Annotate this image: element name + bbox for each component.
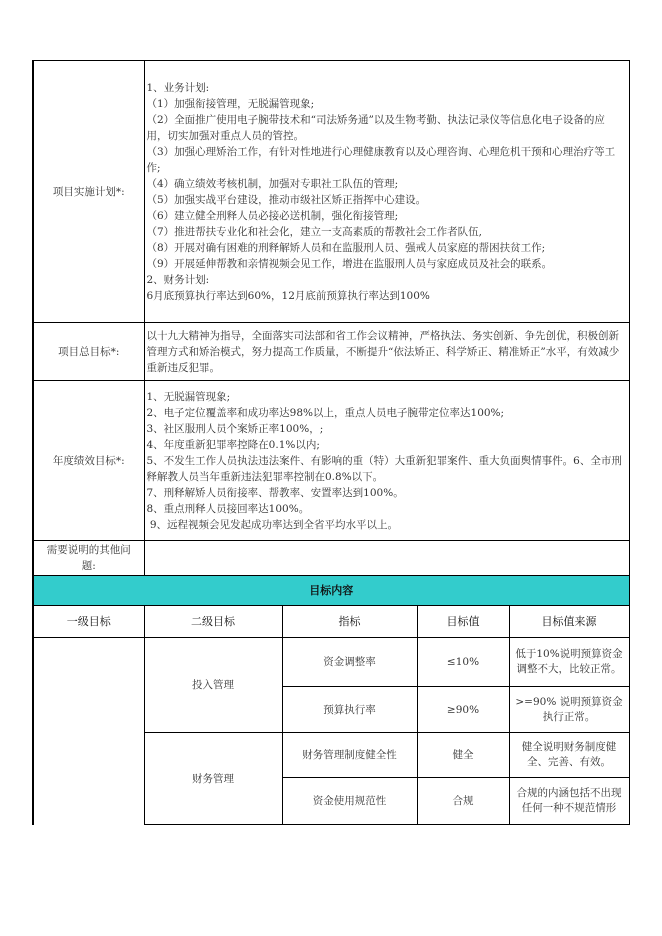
goal-table — [32, 60, 630, 825]
target-value-cell: 健全 — [417, 733, 509, 778]
indicator-cell: 财务管理制度健全性 — [282, 733, 417, 778]
implementation-plan-row — [33, 61, 629, 323]
table-row — [33, 638, 629, 687]
annual-goal-label: 年度绩效目标*: — [33, 381, 144, 541]
plan-line: （9）开展延伸帮教和亲情视频会见工作，增进在监服刑人员与家庭成员及社会的联系。 — [146, 257, 553, 270]
plan-line: 1、业务计划: — [146, 81, 210, 94]
implementation-plan-content — [144, 61, 629, 323]
annual-goal-line: 5、不发生工作人员执法违法案件、有影响的重（特）大重新犯罪案件、重大负面舆情事件。6、全市刑释解教人员当年重新违法犯罪率控制在0.8%以下。 — [146, 454, 622, 483]
target-source-cell: 低于10%说明预算资金调整不大，比较正常。 — [509, 638, 629, 687]
target-value-cell: 合规 — [417, 778, 509, 825]
indicator-cell: 资金使用规范性 — [282, 778, 417, 825]
level1-goal-cell — [33, 638, 144, 825]
target-section-title: 目标内容 — [33, 576, 629, 606]
annual-goal-row — [33, 381, 629, 541]
target-value-cell: ≥90% — [417, 687, 509, 733]
target-section-header-row — [33, 576, 629, 606]
annual-goal-line: 3、社区服刑人员个案矫正率100%，; — [146, 422, 324, 435]
overall-goal-content: 以十九大精神为指导，全面落实司法部和省工作会议精神，严格执法、务实创新、争先创优，积极创新管理方式和矫治模式，努力提高工作质量，不断提升“依法矫正、科学矫正、精准矫正”水平，有效减少重新违反犯罪。 — [144, 323, 629, 381]
target-source-cell: >=90% 说明预算资金执行正常。 — [509, 687, 629, 733]
target-column-headers — [33, 606, 629, 638]
level2-goal-cell: 财务管理 — [144, 733, 282, 825]
target-value-cell: ≤10% — [417, 638, 509, 687]
other-issues-row — [33, 541, 629, 576]
plan-line: （2）全面推广使用电子腕带技术和“司法矫务通”以及生物考勤、执法记录仪等信息化电子设备的应用，切实加强对重点人员的管控。 — [146, 113, 605, 142]
plan-line: （4）确立绩效考核机制，加强对专职社工队伍的管理; — [146, 177, 399, 190]
header-target-source: 目标值来源 — [509, 606, 629, 638]
target-source-cell: 合规的内涵包括不出现任何一种不规范情形 — [509, 778, 629, 825]
header-level1-goal: 一级目标 — [33, 606, 144, 638]
annual-goal-line: 4、年度重新犯罪率控降在0.1%以内; — [146, 438, 320, 451]
plan-line: （7）推进帮扶专业化和社会化，建立一支高素质的帮教社会工作者队伍, — [146, 225, 483, 238]
plan-line: （6）建立健全刑释人员必接必送机制，强化衔接管理; — [146, 209, 399, 222]
level2-goal-cell: 投入管理 — [144, 638, 282, 733]
overall-goal-row — [33, 323, 629, 381]
overall-goal-label: 项目总目标*: — [33, 323, 144, 381]
plan-line: （5）加强实战平台建设，推动市级社区矫正指挥中心建设。 — [146, 193, 427, 206]
indicator-cell: 预算执行率 — [282, 687, 417, 733]
annual-goal-content — [144, 381, 629, 541]
header-target-value: 目标值 — [417, 606, 509, 638]
other-issues-content — [144, 541, 629, 576]
plan-line: 2、财务计划: — [146, 273, 210, 286]
implementation-plan-label: 项目实施计划*: — [33, 61, 144, 323]
plan-line: （3）加强心理矫治工作，有针对性地进行心理健康教育以及心理咨询、心理危机干预和心理治疗等工作; — [146, 145, 616, 174]
annual-goal-line: 2、电子定位覆盖率和成功率达98%以上，重点人员电子腕带定位率达100%; — [146, 406, 505, 419]
plan-line: （8）开展对确有困难的刑释解矫人员和在监服刑人员、强戒人员家庭的帮困扶贫工作; — [146, 241, 546, 254]
header-level2-goal: 二级目标 — [144, 606, 282, 638]
header-indicator: 指标 — [282, 606, 417, 638]
annual-goal-line: 8、重点刑释人员接回率达100%。 — [146, 502, 310, 515]
annual-goal-line: 1、无脱漏管现象; — [146, 390, 231, 403]
plan-line: 6月底预算执行率达到60%，12月底前预算执行率达到100% — [146, 289, 430, 302]
other-issues-label: 需要说明的其他问题: — [33, 541, 144, 576]
indicator-cell: 资金调整率 — [282, 638, 417, 687]
plan-line: （1）加强衔接管理，无脱漏管现象; — [146, 97, 315, 110]
target-source-cell: 健全说明财务制度健全、完善、有效。 — [509, 733, 629, 778]
annual-goal-line: 7、刑释解矫人员衔接率、帮教率、安置率达到100%。 — [146, 486, 404, 499]
annual-goal-line: 9、远程视频会见发起成功率达到全省平均水平以上。 — [146, 518, 399, 531]
performance-goal-sheet — [32, 60, 628, 825]
